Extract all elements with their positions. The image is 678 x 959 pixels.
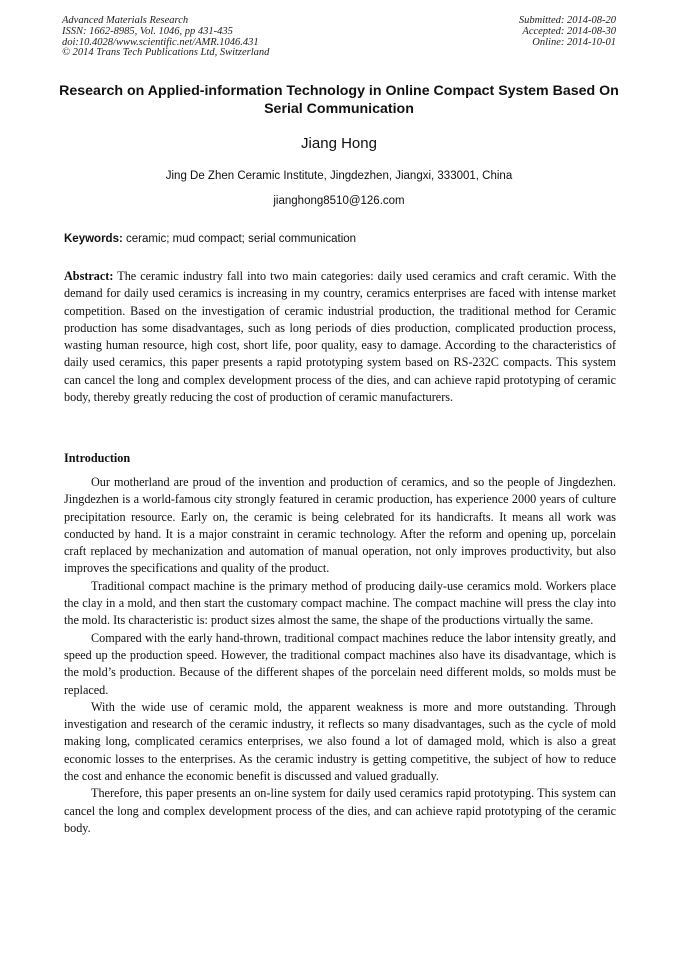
journal-name: Advanced Materials Research xyxy=(62,15,189,26)
paragraph: Our motherland are proud of the invention and production of ceramics, and so the people of Jingdezhen. Jingdezhen is a world-famous city strongly featured in ceramic production, has experience 2000 years of culture precipitation resource. Early on, the ceramic is being celebrated for its handicrafts. It means all work was conducted by hand. It is a major constraint in ceramic technology. After the reform and opening up, porcelain craft replaced by mechanization and automation of manual operation, not only improves productivity, but also improves the specifications and quality of the product. xyxy=(64,475,616,576)
introduction-body xyxy=(64,474,616,837)
journal-info xyxy=(62,16,269,59)
section-heading-introduction: Introduction xyxy=(64,451,131,465)
submission-dates xyxy=(519,16,616,48)
author-email: jianghong8510@126.com xyxy=(273,195,405,207)
abstract-label: Abstract: xyxy=(64,269,114,283)
paper-title: Research on Applied-information Technology in Online Compact System Based On Serial Communication xyxy=(59,83,619,117)
paragraph: Traditional compact machine is the primary method of producing daily-use ceramics mold. Workers place the clay in a mold, and then start the customary compact machine. The compact machine will press the clay into the mold. Its characteristic is: product sizes almost the same, the shape of the productions virtually the same. xyxy=(64,578,616,628)
paragraph: Therefore, this paper presents an on-line system for daily used ceramics rapid prototyping. This system can cancel the long and complex development process of the dies, and can achieve rapid prototyping of the ceramic body. xyxy=(64,786,616,835)
keywords-label: Keywords: xyxy=(64,233,123,245)
keywords-text: ceramic; mud compact; serial communication xyxy=(126,233,357,245)
paragraph: With the wide use of ceramic mold, the apparent weakness is more and more outstanding. Through investigation and research of the ceramic industry, it reflects so many disadvantages, such as the cycle of mold making long, complicated ceramics enterprises, we also found a lot of damaged mold, which is also a great economic losses to the enterprises. As the ceramic industry is getting competitive, the subject of how to reduce the cost and enhance the economic benefit is discussed and valued gradually. xyxy=(64,699,616,784)
submitted-date: Submitted: 2014-08-20 xyxy=(518,15,616,26)
paragraph: Compared with the early hand-thrown, traditional compact machines reduce the labor intensity greatly, and speed up the production speed. However, the traditional compact machines also have its disadvantage, which is the mold’s production. Because of the different shapes of the porcelain need different molds, so molds must be replaced. xyxy=(64,630,616,697)
author-affiliation: Jing De Zhen Ceramic Institute, Jingdezhen, Jiangxi, 333001, China xyxy=(165,170,513,182)
abstract xyxy=(64,268,616,406)
accepted-date: Accepted: 2014-08-30 xyxy=(522,25,616,37)
keywords xyxy=(64,232,616,246)
abstract-text: The ceramic industry fall into two main categories: daily used ceramics and craft ceramic. With the demand for daily used ceramics is increasing in my country, ceramics enterprises are faced with intense market competition. Based on the investigation of ceramic industrial production, the traditional method for Ceramic production has some disadvantages, such as long periods of dies production, complicated production process, wasting human resource, high cost, short life, poor quality, easy to damage. According to the characteristics of daily used ceramics, this paper presents a rapid prototyping system based on RS-232C compacts. This system can cancel the long and complex development process of the dies, and can achieve rapid prototyping of ceramic body, thereby greatly reducing the cost of production of ceramic manufacturers. xyxy=(64,269,617,405)
journal-copyright: © 2014 Trans Tech Publications Ltd, Switzerland xyxy=(62,47,270,59)
journal-issn: ISSN: 1662-8985, Vol. 1046, pp 431-435 xyxy=(62,25,233,37)
author-name: Jiang Hong xyxy=(301,135,377,152)
journal-doi: doi:10.4028/www.scientific.net/AMR.1046.431 xyxy=(62,36,259,48)
online-date: Online: 2014-10-01 xyxy=(532,36,616,48)
